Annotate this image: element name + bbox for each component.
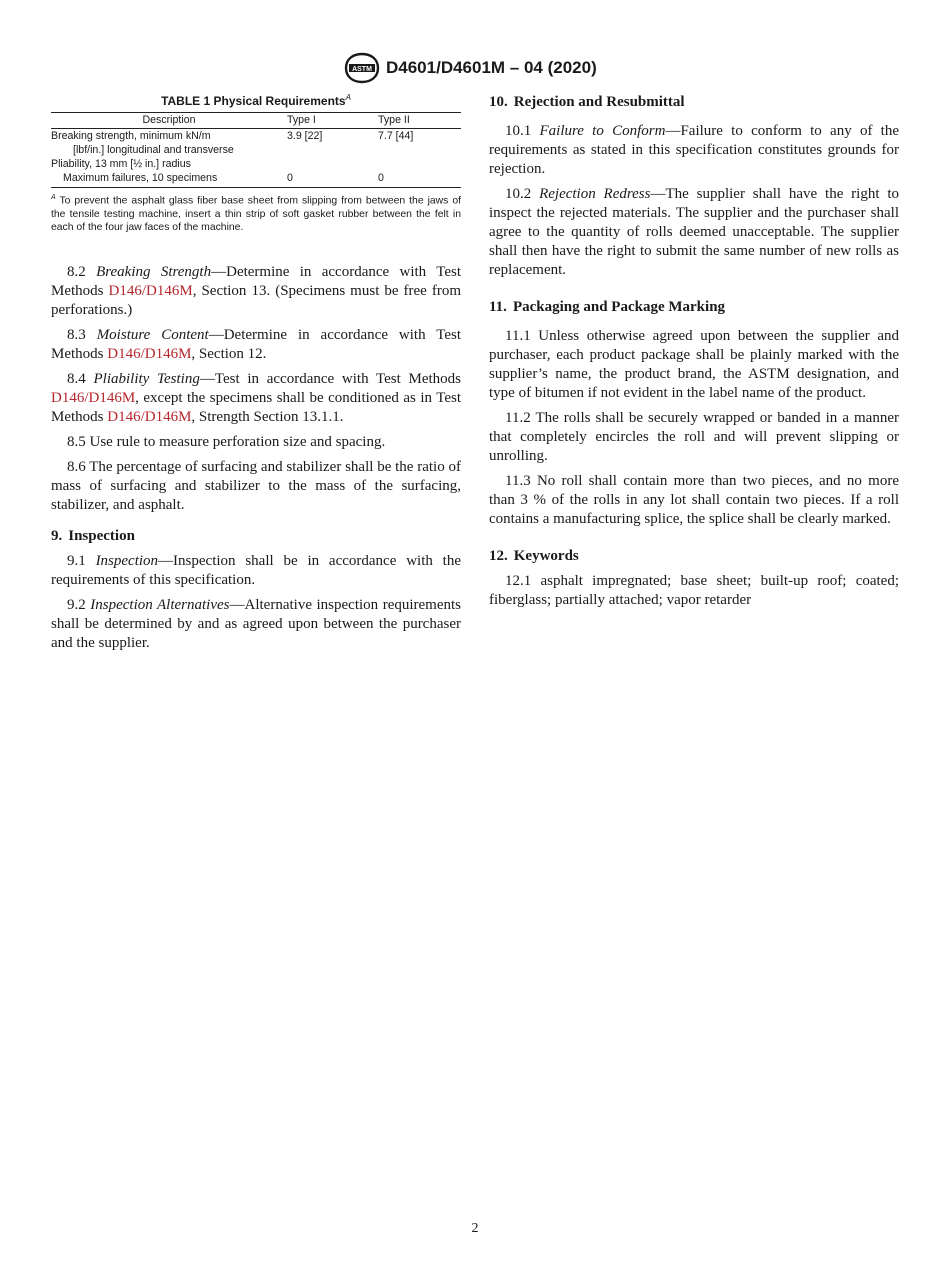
reference-link[interactable]: D146/D146M bbox=[107, 345, 192, 362]
table-cell: 0 bbox=[378, 171, 461, 188]
table-cell: 3.9 [22] bbox=[287, 130, 323, 142]
reference-link[interactable]: D146/D146M bbox=[108, 282, 193, 299]
table-cell: 7.7 [44] bbox=[378, 130, 414, 142]
reference-link[interactable]: D146/D146M bbox=[107, 408, 192, 425]
section-8-6: 8.6 The percentage of surfacing and stabilizer shall be the ratio of mass of surfacing and stabilizer to the mass of the surfacing, stabilizer, and asphalt. bbox=[51, 458, 461, 513]
table-cell: Pliability, 13 mm [½ in.] radius bbox=[51, 158, 191, 170]
right-column bbox=[489, 93, 899, 616]
table-cell bbox=[287, 157, 378, 171]
heading-keywords: 12. Keywords bbox=[489, 548, 579, 564]
physical-requirements-table bbox=[51, 93, 461, 235]
table-cell: Maximum failures, 10 specimens bbox=[51, 171, 287, 188]
section-11-2: 11.2 The rolls shall be securely wrapped or banded in a manner that completely encircles the roll and will prevent slipping or unrolling. bbox=[489, 410, 899, 464]
section-10-2: 10.2 Rejection Redress—The supplier shall have the right to inspect the rejected materials. The supplier and the purchaser shall agree to the quantity of rolls deemed unacceptable. The supplier shall then have the right to submit the same number of new rolls as replacement. bbox=[489, 186, 899, 278]
table-cell: Breaking strength, minimum kN/m bbox=[51, 130, 211, 142]
section-12-1: 12.1 asphalt impregnated; base sheet; built-up roof; coated; fiberglass; partially attached; vapor retarder bbox=[489, 573, 899, 608]
left-column bbox=[51, 93, 461, 659]
section-8-3: 8.3 Moisture Content—Determine in accordance with Test Methods D146/D146M, Section 12. bbox=[51, 326, 462, 362]
table-footnote: $^A$ To prevent the asphalt glass fiber base sheet from slipping from between the jaws of the tensile testing machine, insert a thin strip of soft gasket rubber between the felt in each of the four jaw faces of the machine. bbox=[51, 194, 461, 234]
table-header-row bbox=[51, 113, 461, 129]
table-row bbox=[51, 157, 461, 171]
section-8-5: 8.5 Use rule to measure perforation size and spacing. bbox=[67, 433, 386, 450]
reference-link[interactable]: D146/D146M bbox=[51, 389, 136, 406]
table-cell: 0 bbox=[287, 171, 378, 188]
document-designation: D4601/D4601M – 04 (2020) bbox=[386, 58, 597, 77]
section-11-1: 11.1 Unless otherwise agreed upon between the supplier and purchaser, each product package shall be plainly marked with the supplier’s name, the product brand, the ASTM designation, and type of bitumen if not evident in the label name of the product. bbox=[489, 328, 899, 401]
page-number: 2 bbox=[471, 1221, 479, 1236]
section-9-1: 9.1 Inspection—Inspection shall be in accordance with the requirements of this specification. bbox=[51, 552, 461, 588]
requirements-table bbox=[51, 112, 461, 188]
column-header: Type II bbox=[378, 113, 461, 129]
table-row bbox=[51, 129, 461, 144]
table-title: TABLE 1 Physical Requirements$^A$ bbox=[161, 93, 351, 108]
astm-logo-icon bbox=[343, 52, 381, 84]
table-cell bbox=[287, 143, 378, 157]
table-row bbox=[51, 143, 461, 157]
column-header: Description bbox=[51, 113, 287, 129]
section-8-4: 8.4 Pliability Testing—Test in accordance with Test Methods D146/D146M, except the specimens shall be conditioned as in Test Methods D146/D146M, Strength Section 13.1.1. bbox=[51, 370, 462, 425]
section-10-1: 10.1 Failure to Conform—Failure to conform to any of the requirements as stated in this specification constitutes grounds for rejection. bbox=[489, 123, 900, 177]
table-cell: [lbf/in.] longitudinal and transverse bbox=[73, 144, 234, 156]
section-11-3: 11.3 No roll shall contain more than two pieces, and no more than 3 % of the rolls in any lot shall contain two pieces. If a roll contains a manufacturing splice, the splice shall be clearly marked. bbox=[489, 473, 899, 527]
heading-rejection: 10. Rejection and Resubmittal bbox=[489, 94, 685, 110]
heading-packaging: 11. Packaging and Package Marking bbox=[489, 299, 726, 315]
svg-text:ASTM: ASTM bbox=[352, 66, 372, 73]
section-9-2: 9.2 Inspection Alternatives—Alternative inspection requirements shall be determined by and as agreed upon between the purchaser and the supplier. bbox=[51, 596, 461, 651]
section-8-2: 8.2 Breaking Strength—Determine in accordance with Test Methods D146/D146M, Section 13. (Specimens must be free from perforations.) bbox=[51, 263, 461, 318]
column-header: Type I bbox=[287, 113, 378, 129]
table-row bbox=[51, 171, 461, 188]
table-cell bbox=[378, 143, 461, 157]
table-cell bbox=[378, 157, 461, 171]
heading-inspection: 9. Inspection bbox=[51, 527, 135, 544]
page-header bbox=[0, 52, 950, 86]
